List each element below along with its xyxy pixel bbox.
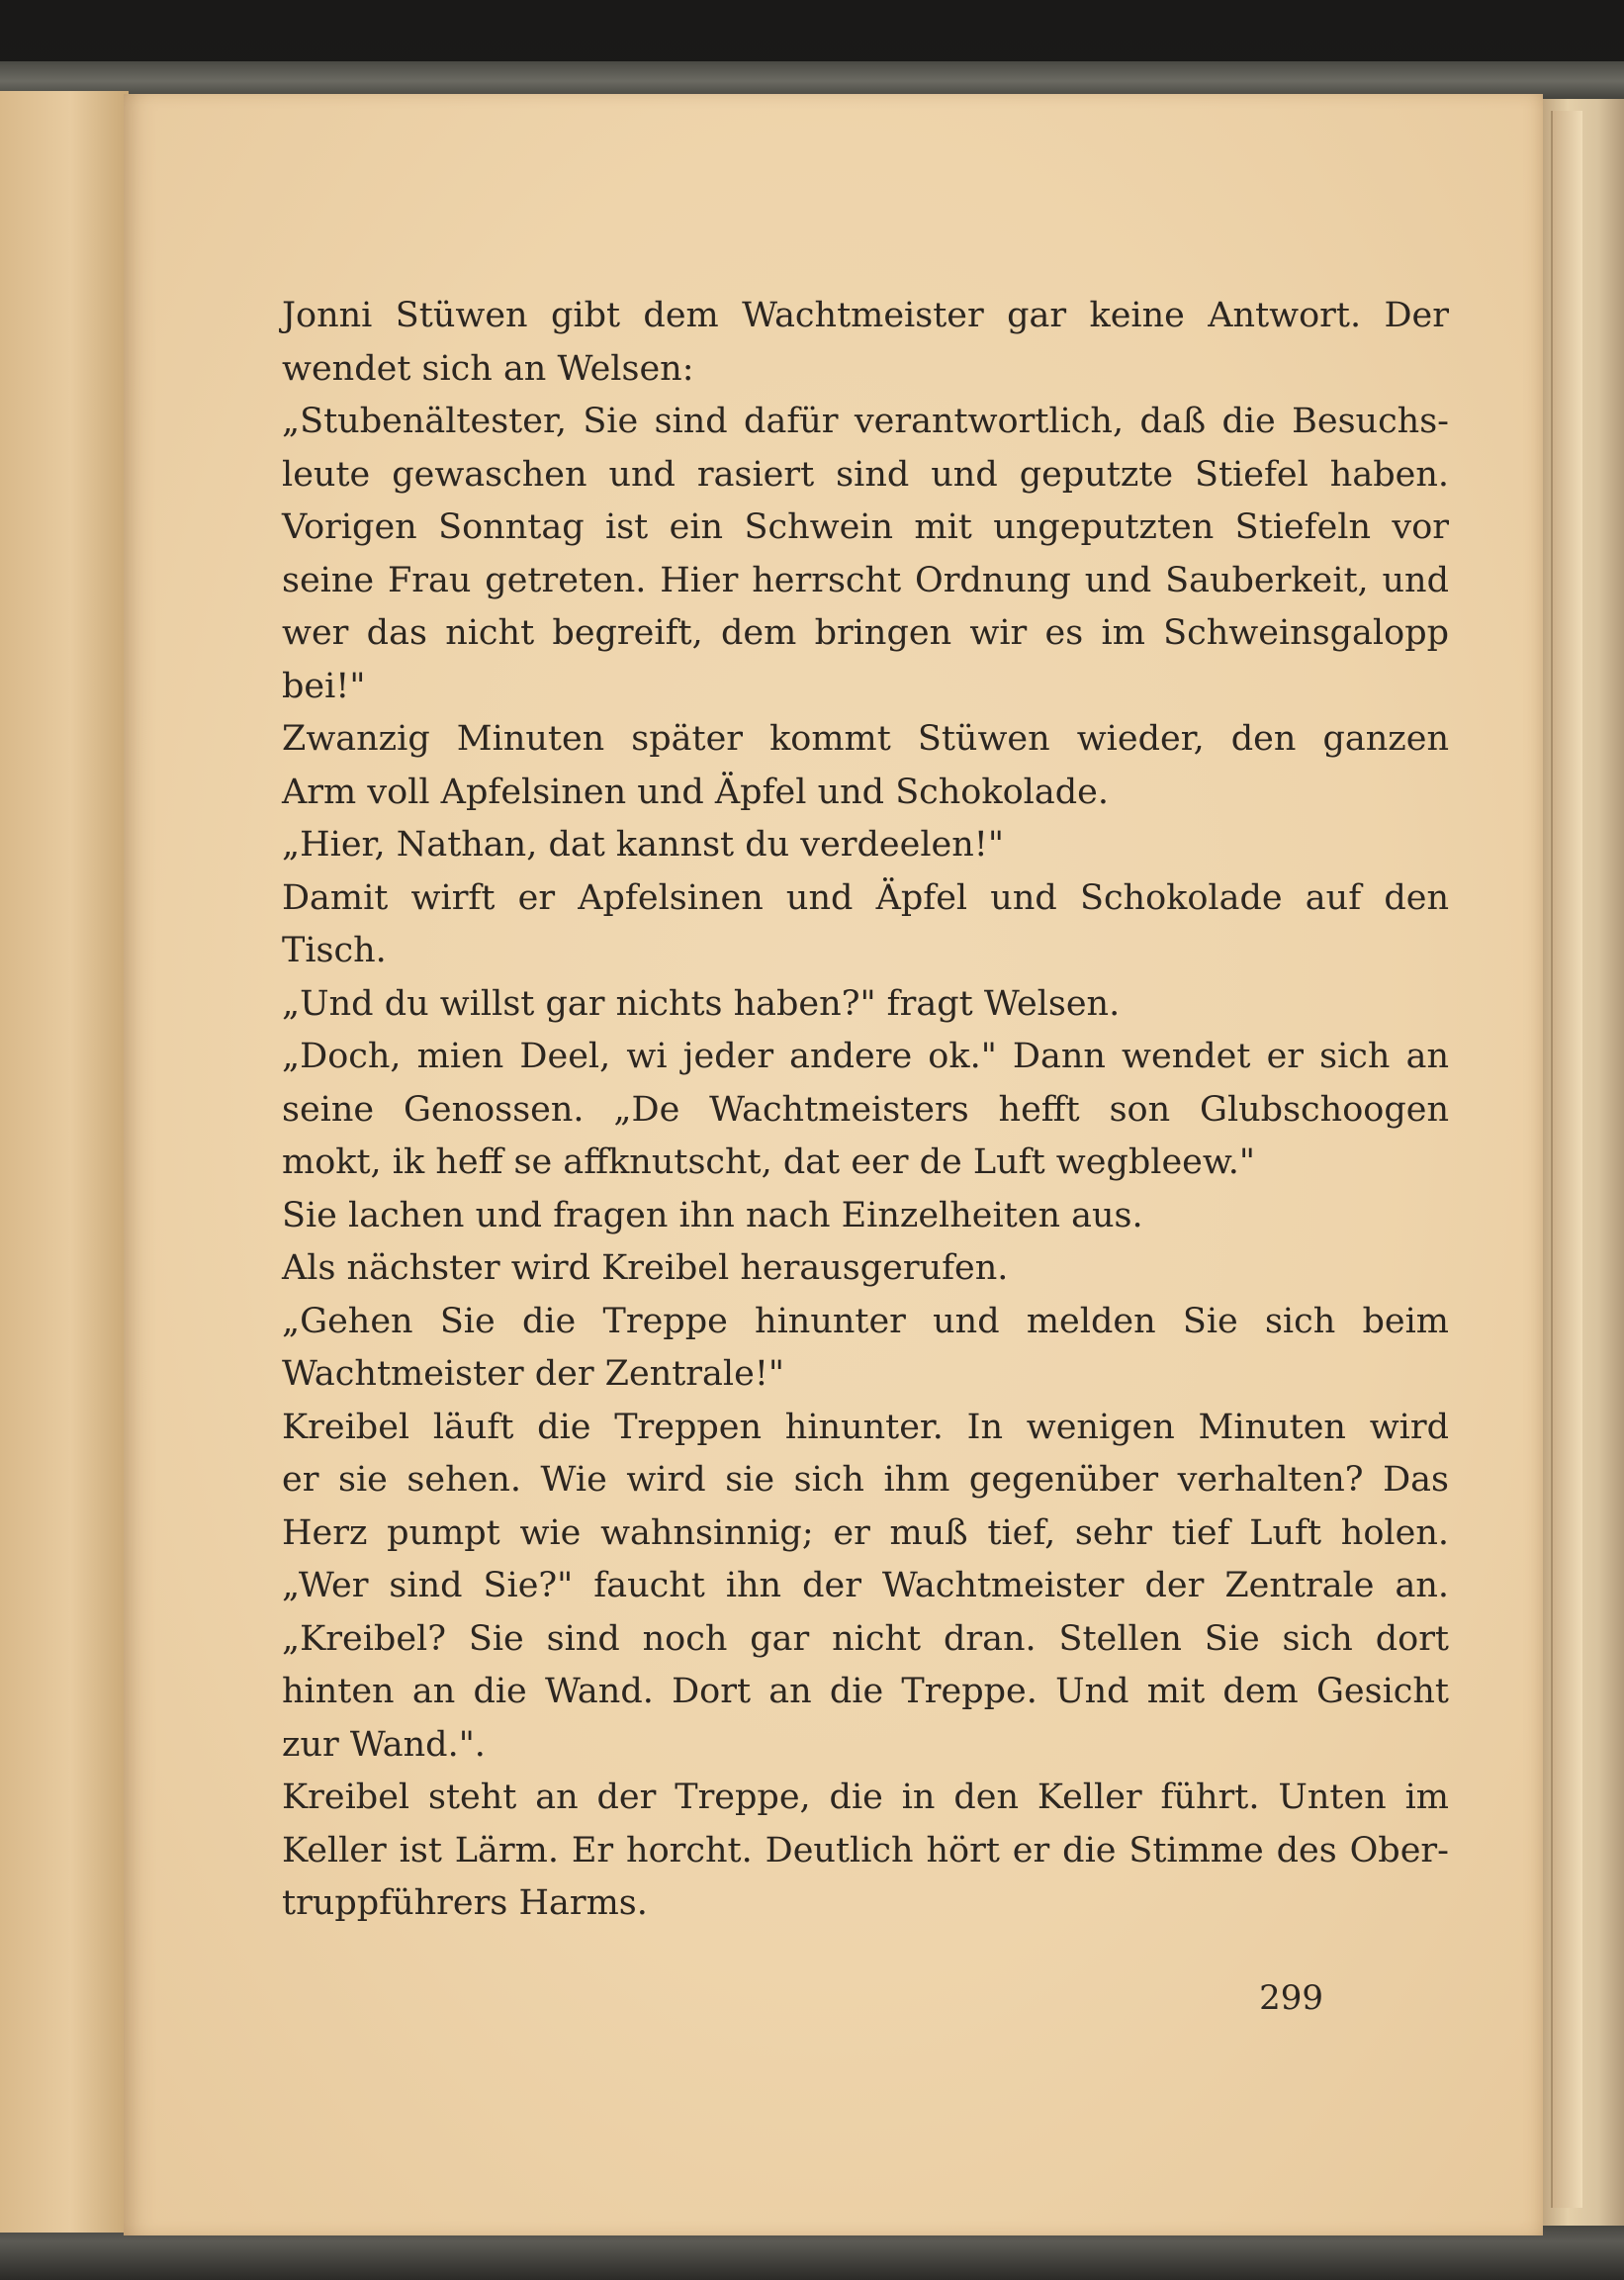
book-page xyxy=(124,94,1543,2235)
text-line: er sie sehen. Wie wird sie sich ihm gegenüber verhalten? Das xyxy=(282,1460,1449,1500)
text-line: wer das nicht begreift, dem bringen wir es im Schweinsgalopp xyxy=(282,613,1449,653)
left-page-edge xyxy=(0,91,129,2233)
body-text xyxy=(282,290,1449,1931)
text-line: Keller ist Lärm. Er horcht. Deutlich hört er die Stimme des Ober- xyxy=(282,1830,1449,1870)
text-line: Herz pumpt wie wahnsinnig; er muß tief, sehr tief Luft holen. xyxy=(282,1512,1449,1553)
text-line: bei!" xyxy=(282,666,366,706)
text-line: seine Frau getreten. Hier herrscht Ordnung und Sauberkeit, und xyxy=(282,560,1449,600)
text-line: „Stubenältester, Sie sind dafür verantwortlich, daß die Besuchs- xyxy=(282,402,1449,441)
text-line: hinten an die Wand. Dort an die Treppe. Und mit dem Gesicht xyxy=(282,1672,1449,1711)
text-line: „Und du willst gar nichts haben?" fragt Welsen. xyxy=(282,983,1121,1024)
text-line: Kreibel läuft die Treppen hinunter. In wenigen Minuten wird xyxy=(282,1407,1449,1447)
text-line: „Wer sind Sie?" faucht ihn der Wachtmeister der Zentrale an. xyxy=(282,1566,1449,1605)
text-line: „Hier, Nathan, dat kannst du verdeelen!" xyxy=(282,825,1004,865)
text-line: Damit wirft er Apfelsinen und Äpfel und Schokolade auf den xyxy=(282,877,1449,918)
text-line: Als nächster wird Kreibel herausgerufen. xyxy=(282,1248,1009,1288)
text-line: zur Wand.". xyxy=(282,1724,486,1765)
text-line: Wachtmeister der Zentrale!" xyxy=(282,1354,784,1394)
text-line: „Doch, mien Deel, wi jeder andere ok." Dann wendet er sich an xyxy=(282,1037,1449,1076)
text-line: Vorigen Sonntag ist ein Schwein mit ungeputzten Stiefeln vor xyxy=(282,507,1449,547)
text-line: Tisch. xyxy=(282,931,387,970)
text-line: mokt, ik heff se affknutscht, dat eer de Luft wegbleew." xyxy=(282,1142,1255,1182)
text-line: truppführers Harms. xyxy=(282,1883,648,1923)
text-line: „Gehen Sie die Treppe hinunter und melden Sie sich beim xyxy=(282,1301,1449,1341)
text-line: Arm voll Apfelsinen und Äpfel und Schokolade. xyxy=(282,772,1109,812)
text-line: seine Genossen. „De Wachtmeisters hefft son Glubschoogen xyxy=(282,1089,1449,1130)
right-page-edge xyxy=(1551,111,1582,2208)
page-number: 299 xyxy=(1259,1978,1323,2018)
text-line: Sie lachen und fragen ihn nach Einzelheiten aus. xyxy=(282,1195,1143,1235)
text-line: Zwanzig Minuten später kommt Stüwen wieder, den ganzen xyxy=(282,719,1449,759)
text-line: Jonni Stüwen gibt dem Wachtmeister gar keine Antwort. Der xyxy=(282,296,1449,335)
text-line: „Kreibel? Sie sind noch gar nicht dran. Stellen Sie sich dort xyxy=(282,1618,1449,1659)
text-line: leute gewaschen und rasiert sind und geputzte Stiefel haben. xyxy=(282,454,1449,495)
text-line: Kreibel steht an der Treppe, die in den Keller führt. Unten im xyxy=(282,1778,1449,1817)
text-line: wendet sich an Welsen: xyxy=(282,348,694,389)
